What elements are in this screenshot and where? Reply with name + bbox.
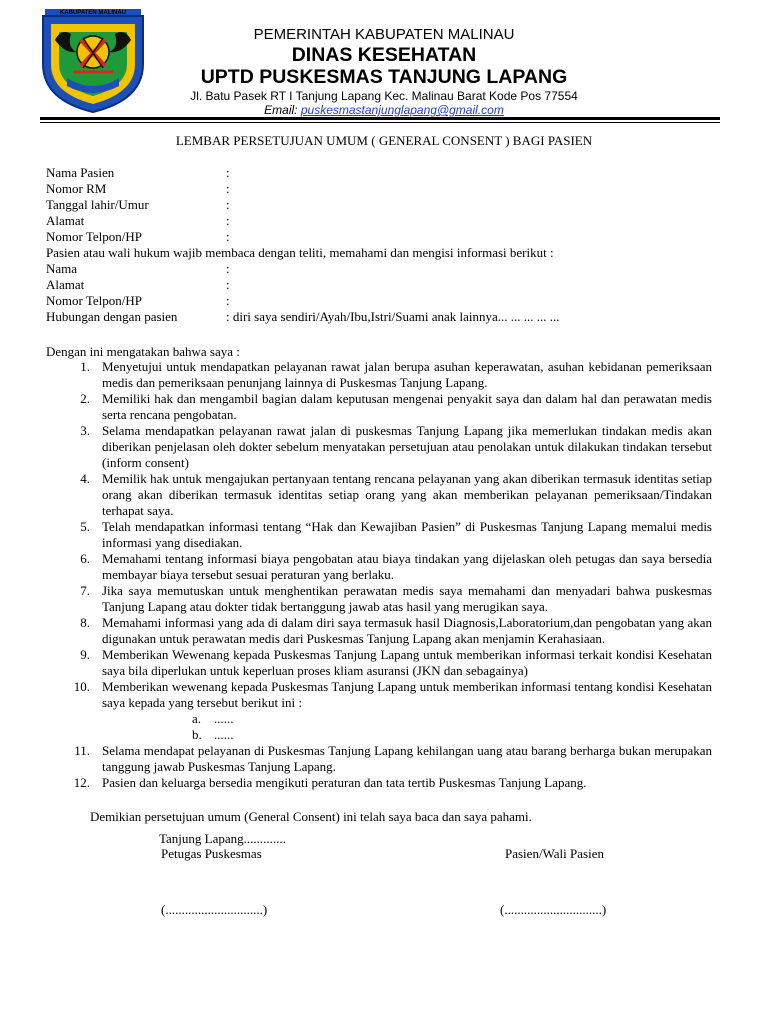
list-item xyxy=(46,615,712,647)
signature-line-officer: (..............................) xyxy=(161,902,268,917)
list-item xyxy=(46,647,712,679)
field-value: : diri saya sendiri/Ayah/Ibu,Istri/Suami anak lainnya... ... ... ... ... xyxy=(226,309,560,324)
field-row xyxy=(46,213,560,229)
item-text: Memiliki hak dan mengambil bagian dalam keputusan mengenai penyakit saya dan dalam hal dan perawatan medis serta rencana pengobatan. xyxy=(102,391,712,422)
field-row xyxy=(46,293,560,309)
item-number: 6. xyxy=(80,551,90,566)
identity-fields xyxy=(46,165,560,325)
address-line: Jl. Batu Pasek RT I Tanjung Lapang Kec. Malinau Barat Kode Pos 77554 xyxy=(190,89,578,103)
item-text: Memahami tentang informasi biaya pengobatan atau biaya tindakan yang dijelaskan oleh petugas dan saya bersedia membayar biaya tersebut sesuai peraturan yang berlaku. xyxy=(102,551,712,582)
list-item xyxy=(46,359,712,391)
list-item xyxy=(46,391,712,423)
field-value: : xyxy=(226,181,230,196)
agency-name: DINAS KESEHATAN xyxy=(291,44,477,66)
field-value: : xyxy=(226,293,230,308)
signature-line-patient: (..............................) xyxy=(500,902,607,917)
item-number: 3. xyxy=(80,423,90,438)
signature-label-patient: Pasien/Wali Pasien xyxy=(505,846,604,861)
field-value: : xyxy=(226,277,230,292)
item-text: Memahami informasi yang ada di dalam diri saya termasuk hasil Diagnosis,Laboratorium,dan pengobatan yang akan digunakan untuk perawatan medis dari Puskesmas Tanjung Lapang akan menjamin Kerahasiaan. xyxy=(102,615,712,646)
item-number: 7. xyxy=(80,583,90,598)
sub-item-letter: a. xyxy=(192,711,202,726)
field-label: Alamat xyxy=(46,213,85,228)
letterhead-divider-thin xyxy=(40,122,720,123)
field-label: Hubungan dengan pasien xyxy=(46,309,178,324)
field-label: Tanggal lahir/Umur xyxy=(46,197,149,212)
kabupaten-malinau-logo xyxy=(37,8,149,114)
government-name: PEMERINTAH KABUPATEN MALINAU xyxy=(253,26,515,43)
list-item xyxy=(46,775,712,791)
field-label: Nomor RM xyxy=(46,181,107,196)
item-text: Memberikan wewenang kepada Puskesmas Tanjung Lapang untuk memberikan informasi tentang kondisi Kesehatan saya kepada yang tersebut berikut ini : xyxy=(102,679,712,710)
document-title: LEMBAR PERSETUJUAN UMUM ( GENERAL CONSENT ) BAGI PASIEN xyxy=(175,133,593,148)
item-number: 8. xyxy=(80,615,90,630)
field-value: : xyxy=(226,197,230,212)
guardian-note: Pasien atau wali hukum wajib membaca dengan teliti, memahami dan mengisi informasi berikut : xyxy=(46,245,554,260)
item-number: 1. xyxy=(80,359,90,374)
sub-item-text: ...... xyxy=(214,711,234,726)
item-text: Menyetujui untuk mendapatkan pelayanan rawat jalan berupa asuhan keperawatan, asuhan kebidanan pemeriksaan medis dan pemeriksaan penunjang lainnya di Puskesmas Tanjung Lapang. xyxy=(102,359,712,390)
field-label: Nama Pasien xyxy=(46,165,115,180)
item-text: Pasien dan keluarga bersedia mengikuti peraturan dan tata tertib Puskesmas Tanjung Lapang. xyxy=(102,775,587,790)
list-item xyxy=(46,551,712,583)
list-item xyxy=(46,743,712,775)
list-item xyxy=(46,583,712,615)
consent-intro: Dengan ini mengatakan bahwa saya : xyxy=(46,344,240,359)
field-label: Alamat xyxy=(46,277,85,292)
field-row xyxy=(46,261,560,277)
list-item xyxy=(46,679,712,743)
item-text: Telah mendapatkan informasi tentang “Hak dan Kewajiban Pasien” di Puskesmas Tanjung Lapang memalui medis informasi yang disediakan. xyxy=(102,519,712,550)
email-link[interactable]: puskesmastanjunglapang@gmail.com xyxy=(300,103,504,117)
list-item xyxy=(46,423,712,471)
item-text: Memilik hak untuk mengajukan pertanyaan tentang rencana pelayanan yang akan diberikan termasuk identitas setiap orang akan diberikan termasuk identitas setiap orang yang akan memberikan pelayanan pemeriksaan/Tindakan terhapat saya. xyxy=(102,471,712,518)
item-number: 10. xyxy=(73,679,90,694)
field-value: : xyxy=(226,213,230,228)
email-label: Email: xyxy=(264,103,298,117)
field-row xyxy=(46,229,560,245)
field-value: : xyxy=(226,261,230,276)
institution-name: UPTD PUSKESMAS TANJUNG LAPANG xyxy=(200,66,568,88)
field-value: : xyxy=(226,229,230,244)
item-number: 4. xyxy=(80,471,90,486)
list-item xyxy=(46,519,712,551)
item-text: Memberikan Wewenang kepada Puskesmas Tanjung Lapang untuk memberikan informasi terkait kondisi Kesehatan saya bila diperlukan untuk keperluan proses kliam asuransi (JKN dan sebagainya) xyxy=(102,647,712,678)
item-number: 12. xyxy=(73,775,90,790)
consent-list xyxy=(46,359,712,791)
item-text: Jika saya memutuskan untuk menghentikan perawatan medis saya memahami dan menyadari bahwa puskesmas Tanjung Lapang atau dokter tidak bertanggung jawab atas hasil yang merugikan saya. xyxy=(102,583,712,614)
closing-statement: Demikian persetujuan umum (General Consent) ini telah saya baca dan saya pahami. xyxy=(90,809,532,824)
field-label: Nama xyxy=(46,261,78,276)
field-row xyxy=(46,197,560,213)
email-line xyxy=(150,103,618,117)
sub-item-text: ...... xyxy=(214,727,234,742)
field-label: Nomor Telpon/HP xyxy=(46,229,142,244)
place-date: Tanjung Lapang............. xyxy=(159,831,286,846)
field-label: Nomor Telpon/HP xyxy=(46,293,142,308)
sub-item xyxy=(102,711,712,727)
item-number: 11. xyxy=(74,743,90,758)
logo-ribbon-text: KABUPATEN MALINAU xyxy=(59,10,127,16)
field-row xyxy=(46,309,560,325)
item-text: Selama mendapatkan pelayanan rawat jalan di puskesmas Tanjung Lapang jika memerlukan tindakan medis akan diberikan penjelasan oleh dokter sebelum menyatakan persetujuan atau penolakan untuk dilakukan tindakan tersebut (inform consent) xyxy=(102,423,712,470)
sub-item-letter: b. xyxy=(192,727,202,742)
item-text-group xyxy=(90,679,712,743)
field-value: : xyxy=(226,165,230,180)
letterhead xyxy=(150,26,618,117)
field-row xyxy=(46,165,560,181)
item-text: Selama mendapat pelayanan di Puskesmas Tanjung Lapang kehilangan uang atau barang berharga bukan merupakan tanggung jawab Puskesmas Tanjung Lapang. xyxy=(102,743,712,774)
item-number: 9. xyxy=(80,647,90,662)
item-number: 5. xyxy=(80,519,90,534)
signature-label-officer: Petugas Puskesmas xyxy=(161,846,262,861)
letterhead-divider-thick xyxy=(40,117,720,120)
item-number: 2. xyxy=(80,391,90,406)
field-row xyxy=(46,277,560,293)
list-item xyxy=(46,471,712,519)
field-row xyxy=(46,181,560,197)
sub-item xyxy=(102,727,712,743)
